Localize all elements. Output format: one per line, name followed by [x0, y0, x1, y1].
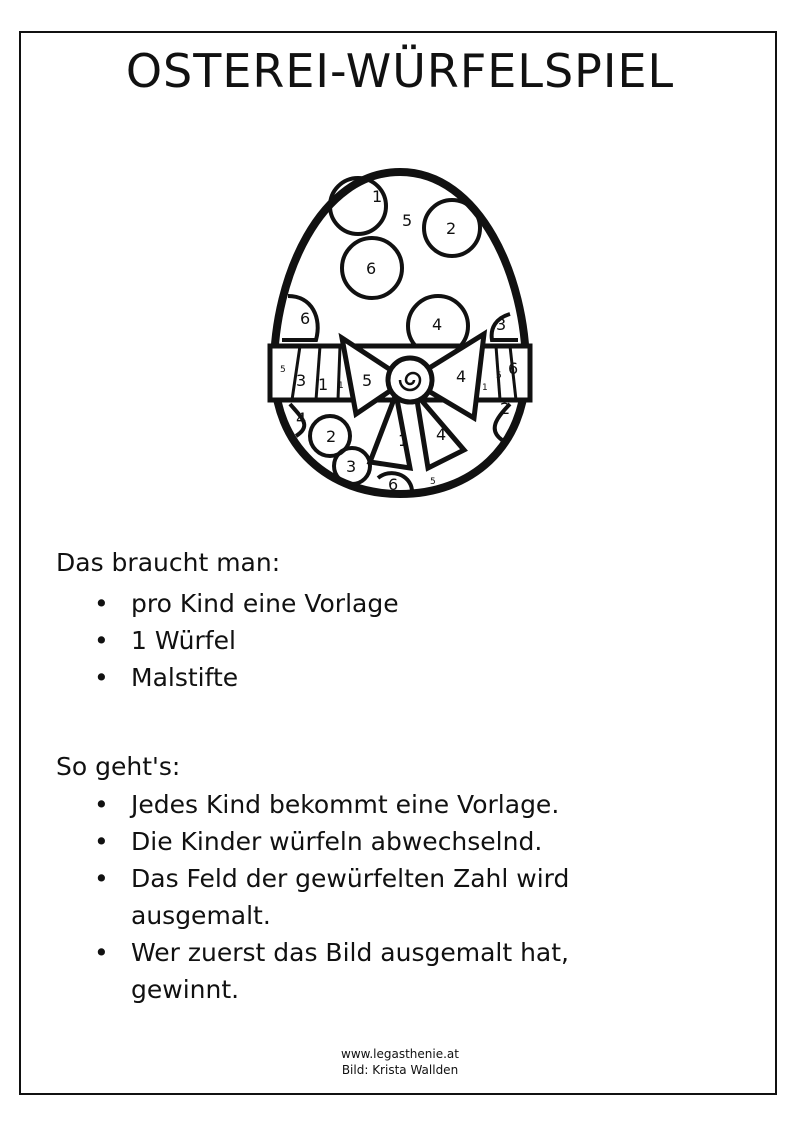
egg-number: 2: [446, 219, 457, 238]
bullet-icon: •: [94, 663, 109, 692]
bullet-icon: •: [94, 626, 109, 655]
egg-number: 2: [500, 399, 511, 418]
needs-list: [56, 585, 399, 696]
list-item: • Die Kinder würfeln abwechselnd.: [56, 823, 631, 860]
egg-number: 4: [432, 315, 443, 334]
egg-number: 1: [318, 375, 329, 394]
footer-website: www.legasthenie.at: [341, 1047, 459, 1061]
howto-heading: So geht's:: [56, 752, 181, 781]
egg-number: 1: [482, 383, 488, 393]
egg-number: 6: [366, 259, 377, 278]
egg-number: 3: [296, 371, 307, 390]
bullet-icon: •: [94, 938, 109, 967]
egg-number: 4: [296, 409, 307, 428]
bullet-icon: •: [94, 864, 109, 893]
page-title: OSTEREI-WÜRFELSPIEL: [125, 44, 675, 98]
bullet-icon: •: [94, 589, 109, 618]
needs-heading: Das braucht man:: [56, 548, 281, 577]
egg-number: 3: [346, 457, 357, 476]
egg-number: 6: [300, 309, 311, 328]
egg-number: 3: [496, 315, 507, 334]
egg-number: 5: [280, 365, 286, 375]
footer-credit: Bild: Krista Wallden: [341, 1063, 459, 1077]
bullet-icon: •: [94, 827, 109, 856]
egg-number: 6: [508, 359, 519, 378]
egg-number: 5: [496, 371, 502, 381]
list-item: • Wer zuerst das Bild ausgemalt hat, gewinnt.: [56, 934, 631, 1008]
egg-number: 4: [456, 367, 467, 386]
bullet-icon: •: [94, 790, 109, 819]
list-item: • Malstifte: [56, 659, 399, 696]
egg-number: 5: [362, 371, 373, 390]
footer: [0, 1046, 800, 1078]
list-item: • Jedes Kind bekommt eine Vorlage.: [56, 786, 631, 823]
list-item: • pro Kind eine Vorlage: [56, 585, 399, 622]
list-item: • 1 Würfel: [56, 622, 399, 659]
egg-number: 5: [430, 477, 436, 487]
egg-number: 5: [402, 211, 413, 230]
egg-number: 2: [326, 427, 337, 446]
egg-number: 4: [436, 425, 447, 444]
list-item: • Das Feld der gewürfelten Zahl wird ausgemalt.: [56, 860, 631, 934]
easter-egg-illustration: [260, 168, 540, 498]
howto-list: [56, 786, 631, 1008]
egg-number: 6: [388, 475, 399, 494]
egg-number: 1: [398, 431, 409, 450]
egg-number: 1: [372, 187, 383, 206]
egg-number: 1: [338, 381, 344, 391]
